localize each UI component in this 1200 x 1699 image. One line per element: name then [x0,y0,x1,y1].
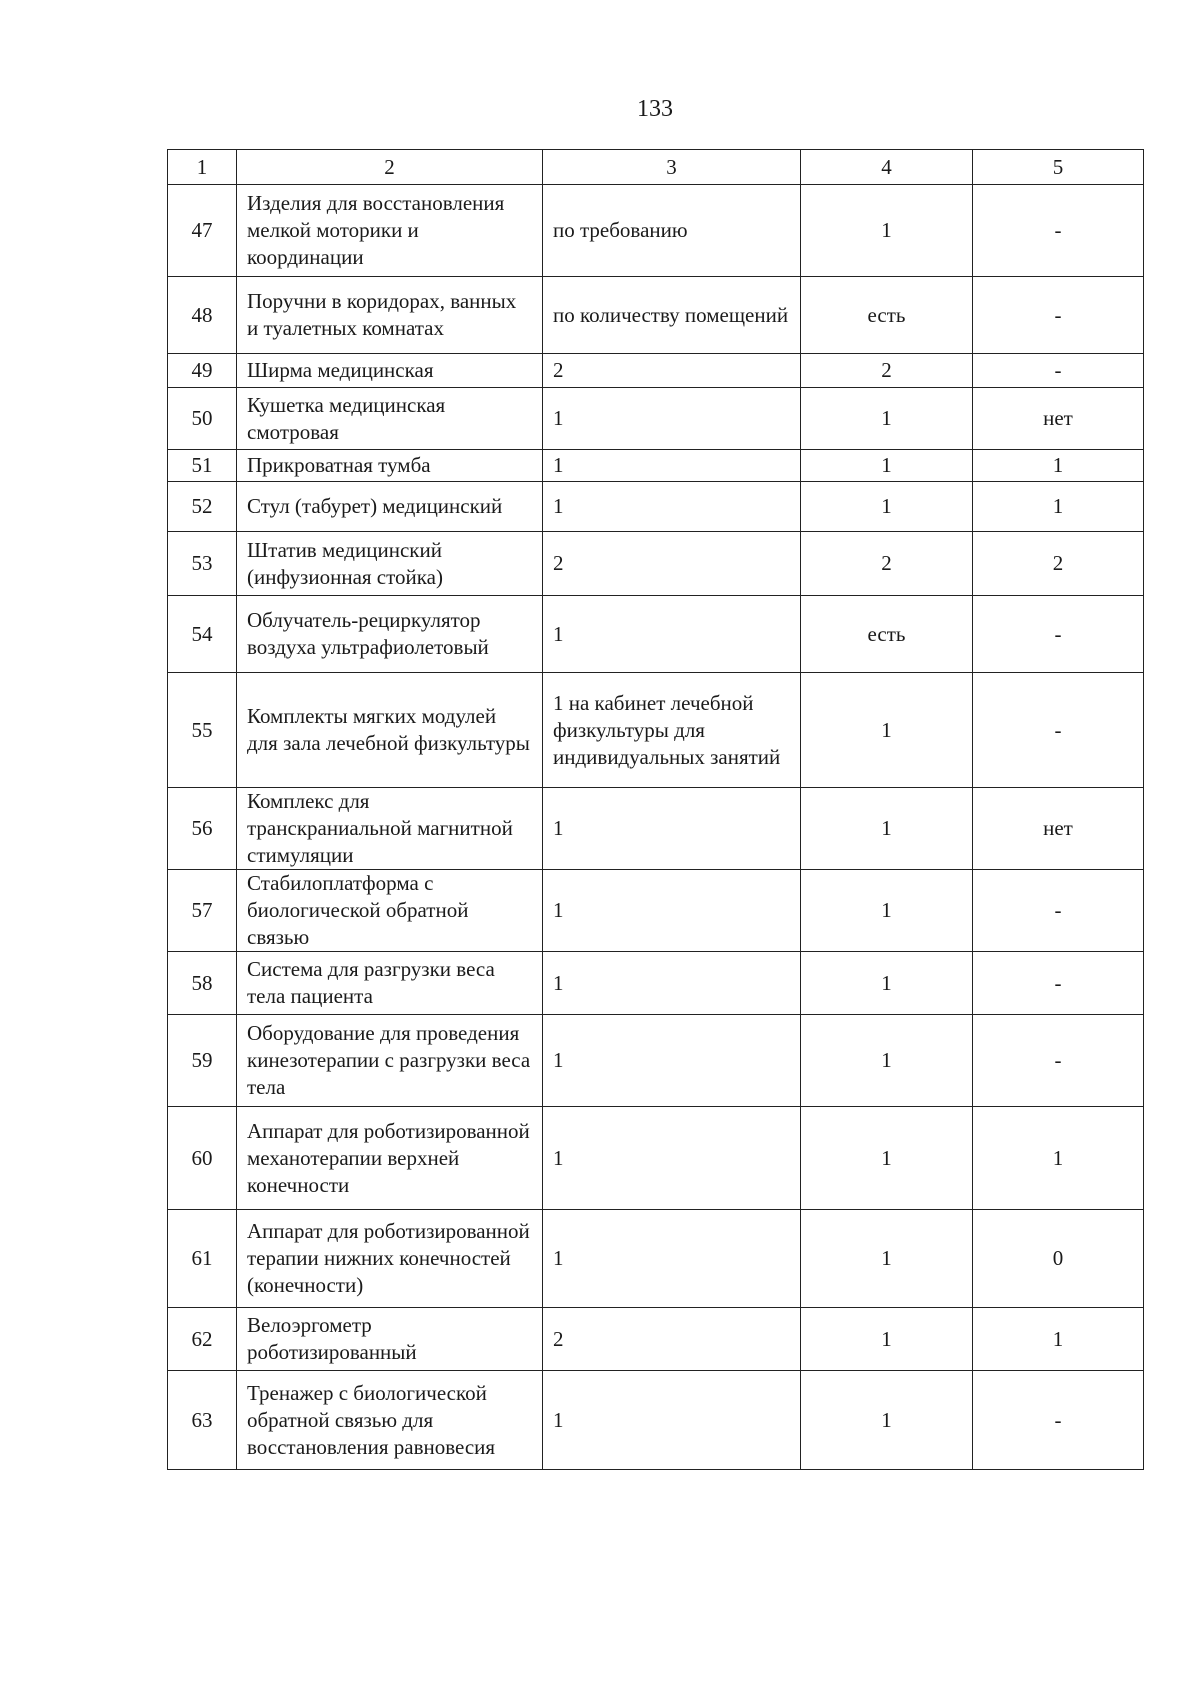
required-quantity-cell: 2 [543,532,801,596]
required-quantity-cell: 1 [543,1107,801,1210]
row-number-cell: 54 [168,596,237,673]
row-number-cell: 52 [168,482,237,532]
table-row [168,354,1144,388]
table-body [168,185,1144,1470]
row-number-cell: 61 [168,1210,237,1308]
required-quantity-cell: 2 [543,1308,801,1371]
table-row [168,1107,1144,1210]
column-5-cell: 0 [973,1210,1144,1308]
available-quantity-cell: 1 [801,482,973,532]
required-quantity-cell: 1 [543,450,801,482]
required-quantity-cell: 1 [543,388,801,450]
required-quantity-cell: по количеству помещений [543,277,801,354]
column-5-cell: - [973,870,1144,952]
item-name-cell: Поручни в коридорах, ванных и туалетных комнатах [237,277,543,354]
available-quantity-cell: 2 [801,354,973,388]
column-5-cell: 1 [973,1308,1144,1371]
row-number-cell: 58 [168,952,237,1015]
required-quantity-cell: 1 [543,596,801,673]
column-5-cell: - [973,277,1144,354]
item-name-cell: Комплекты мягких модулей для зала лечебной физкультуры [237,673,543,788]
table-row [168,788,1144,870]
required-quantity-cell: 1 [543,1015,801,1107]
column-5-cell: 1 [973,450,1144,482]
column-5-cell: 1 [973,482,1144,532]
row-number-cell: 49 [168,354,237,388]
column-5-cell: - [973,354,1144,388]
required-quantity-cell: 1 [543,1210,801,1308]
item-name-cell: Облучатель-рециркулятор воздуха ультрафиолетовый [237,596,543,673]
required-quantity-cell: 1 на кабинет лечебной физкультуры для индивидуальных занятий [543,673,801,788]
column-5-cell: - [973,185,1144,277]
column-5-cell: - [973,1371,1144,1470]
column-5-cell: 2 [973,532,1144,596]
available-quantity-cell: 1 [801,870,973,952]
table-row [168,1371,1144,1470]
table-row [168,1210,1144,1308]
column-5-cell: - [973,952,1144,1015]
table-row [168,185,1144,277]
item-name-cell: Аппарат для роботизированной механотерапии верхней конечности [237,1107,543,1210]
table-row [168,450,1144,482]
available-quantity-cell: 1 [801,1015,973,1107]
required-quantity-cell: по требованию [543,185,801,277]
item-name-cell: Прикроватная тумба [237,450,543,482]
item-name-cell: Кушетка медицинская смотровая [237,388,543,450]
item-name-cell: Аппарат для роботизированной терапии нижних конечностей (конечности) [237,1210,543,1308]
table-row [168,277,1144,354]
available-quantity-cell: 1 [801,1308,973,1371]
item-name-cell: Ширма медицинская [237,354,543,388]
item-name-cell: Стул (табурет) медицинский [237,482,543,532]
item-name-cell: Штатив медицинский (инфузионная стойка) [237,532,543,596]
required-quantity-cell: 2 [543,354,801,388]
column-header-5: 5 [973,150,1144,185]
table-row [168,388,1144,450]
row-number-cell: 47 [168,185,237,277]
table-header-row [168,150,1144,185]
row-number-cell: 59 [168,1015,237,1107]
available-quantity-cell: есть [801,277,973,354]
column-header-2: 2 [237,150,543,185]
table-row [168,870,1144,952]
item-name-cell: Стабилоплатформа с биологической обратной связью [237,870,543,952]
row-number-cell: 50 [168,388,237,450]
required-quantity-cell: 1 [543,870,801,952]
column-header-3: 3 [543,150,801,185]
available-quantity-cell: 1 [801,788,973,870]
equipment-table [167,149,1144,1470]
column-5-cell: 1 [973,1107,1144,1210]
item-name-cell: Комплекс для транскраниальной магнитной стимуляции [237,788,543,870]
row-number-cell: 60 [168,1107,237,1210]
table-row [168,1015,1144,1107]
available-quantity-cell: 1 [801,450,973,482]
row-number-cell: 48 [168,277,237,354]
item-name-cell: Тренажер с биологической обратной связью для восстановления равновесия [237,1371,543,1470]
row-number-cell: 57 [168,870,237,952]
available-quantity-cell: 1 [801,185,973,277]
available-quantity-cell: 1 [801,1210,973,1308]
row-number-cell: 56 [168,788,237,870]
column-header-4: 4 [801,150,973,185]
row-number-cell: 63 [168,1371,237,1470]
row-number-cell: 53 [168,532,237,596]
table-row [168,1308,1144,1371]
table-row [168,596,1144,673]
item-name-cell: Изделия для восстановления мелкой моторики и координации [237,185,543,277]
available-quantity-cell: 1 [801,1107,973,1210]
row-number-cell: 55 [168,673,237,788]
available-quantity-cell: 1 [801,673,973,788]
column-5-cell: - [973,673,1144,788]
available-quantity-cell: 1 [801,1371,973,1470]
available-quantity-cell: есть [801,596,973,673]
column-5-cell: - [973,1015,1144,1107]
table-row [168,482,1144,532]
column-5-cell: нет [973,388,1144,450]
table-row [168,673,1144,788]
item-name-cell: Оборудование для проведения кинезотерапии с разгрузки веса тела [237,1015,543,1107]
table-row [168,952,1144,1015]
row-number-cell: 62 [168,1308,237,1371]
required-quantity-cell: 1 [543,1371,801,1470]
column-5-cell: нет [973,788,1144,870]
table-row [168,532,1144,596]
row-number-cell: 51 [168,450,237,482]
item-name-cell: Система для разгрузки веса тела пациента [237,952,543,1015]
required-quantity-cell: 1 [543,952,801,1015]
required-quantity-cell: 1 [543,788,801,870]
page-number: 133 [637,96,673,122]
required-quantity-cell: 1 [543,482,801,532]
column-header-1: 1 [168,150,237,185]
available-quantity-cell: 1 [801,388,973,450]
available-quantity-cell: 1 [801,952,973,1015]
item-name-cell: Велоэргометр роботизированный [237,1308,543,1371]
available-quantity-cell: 2 [801,532,973,596]
column-5-cell: - [973,596,1144,673]
